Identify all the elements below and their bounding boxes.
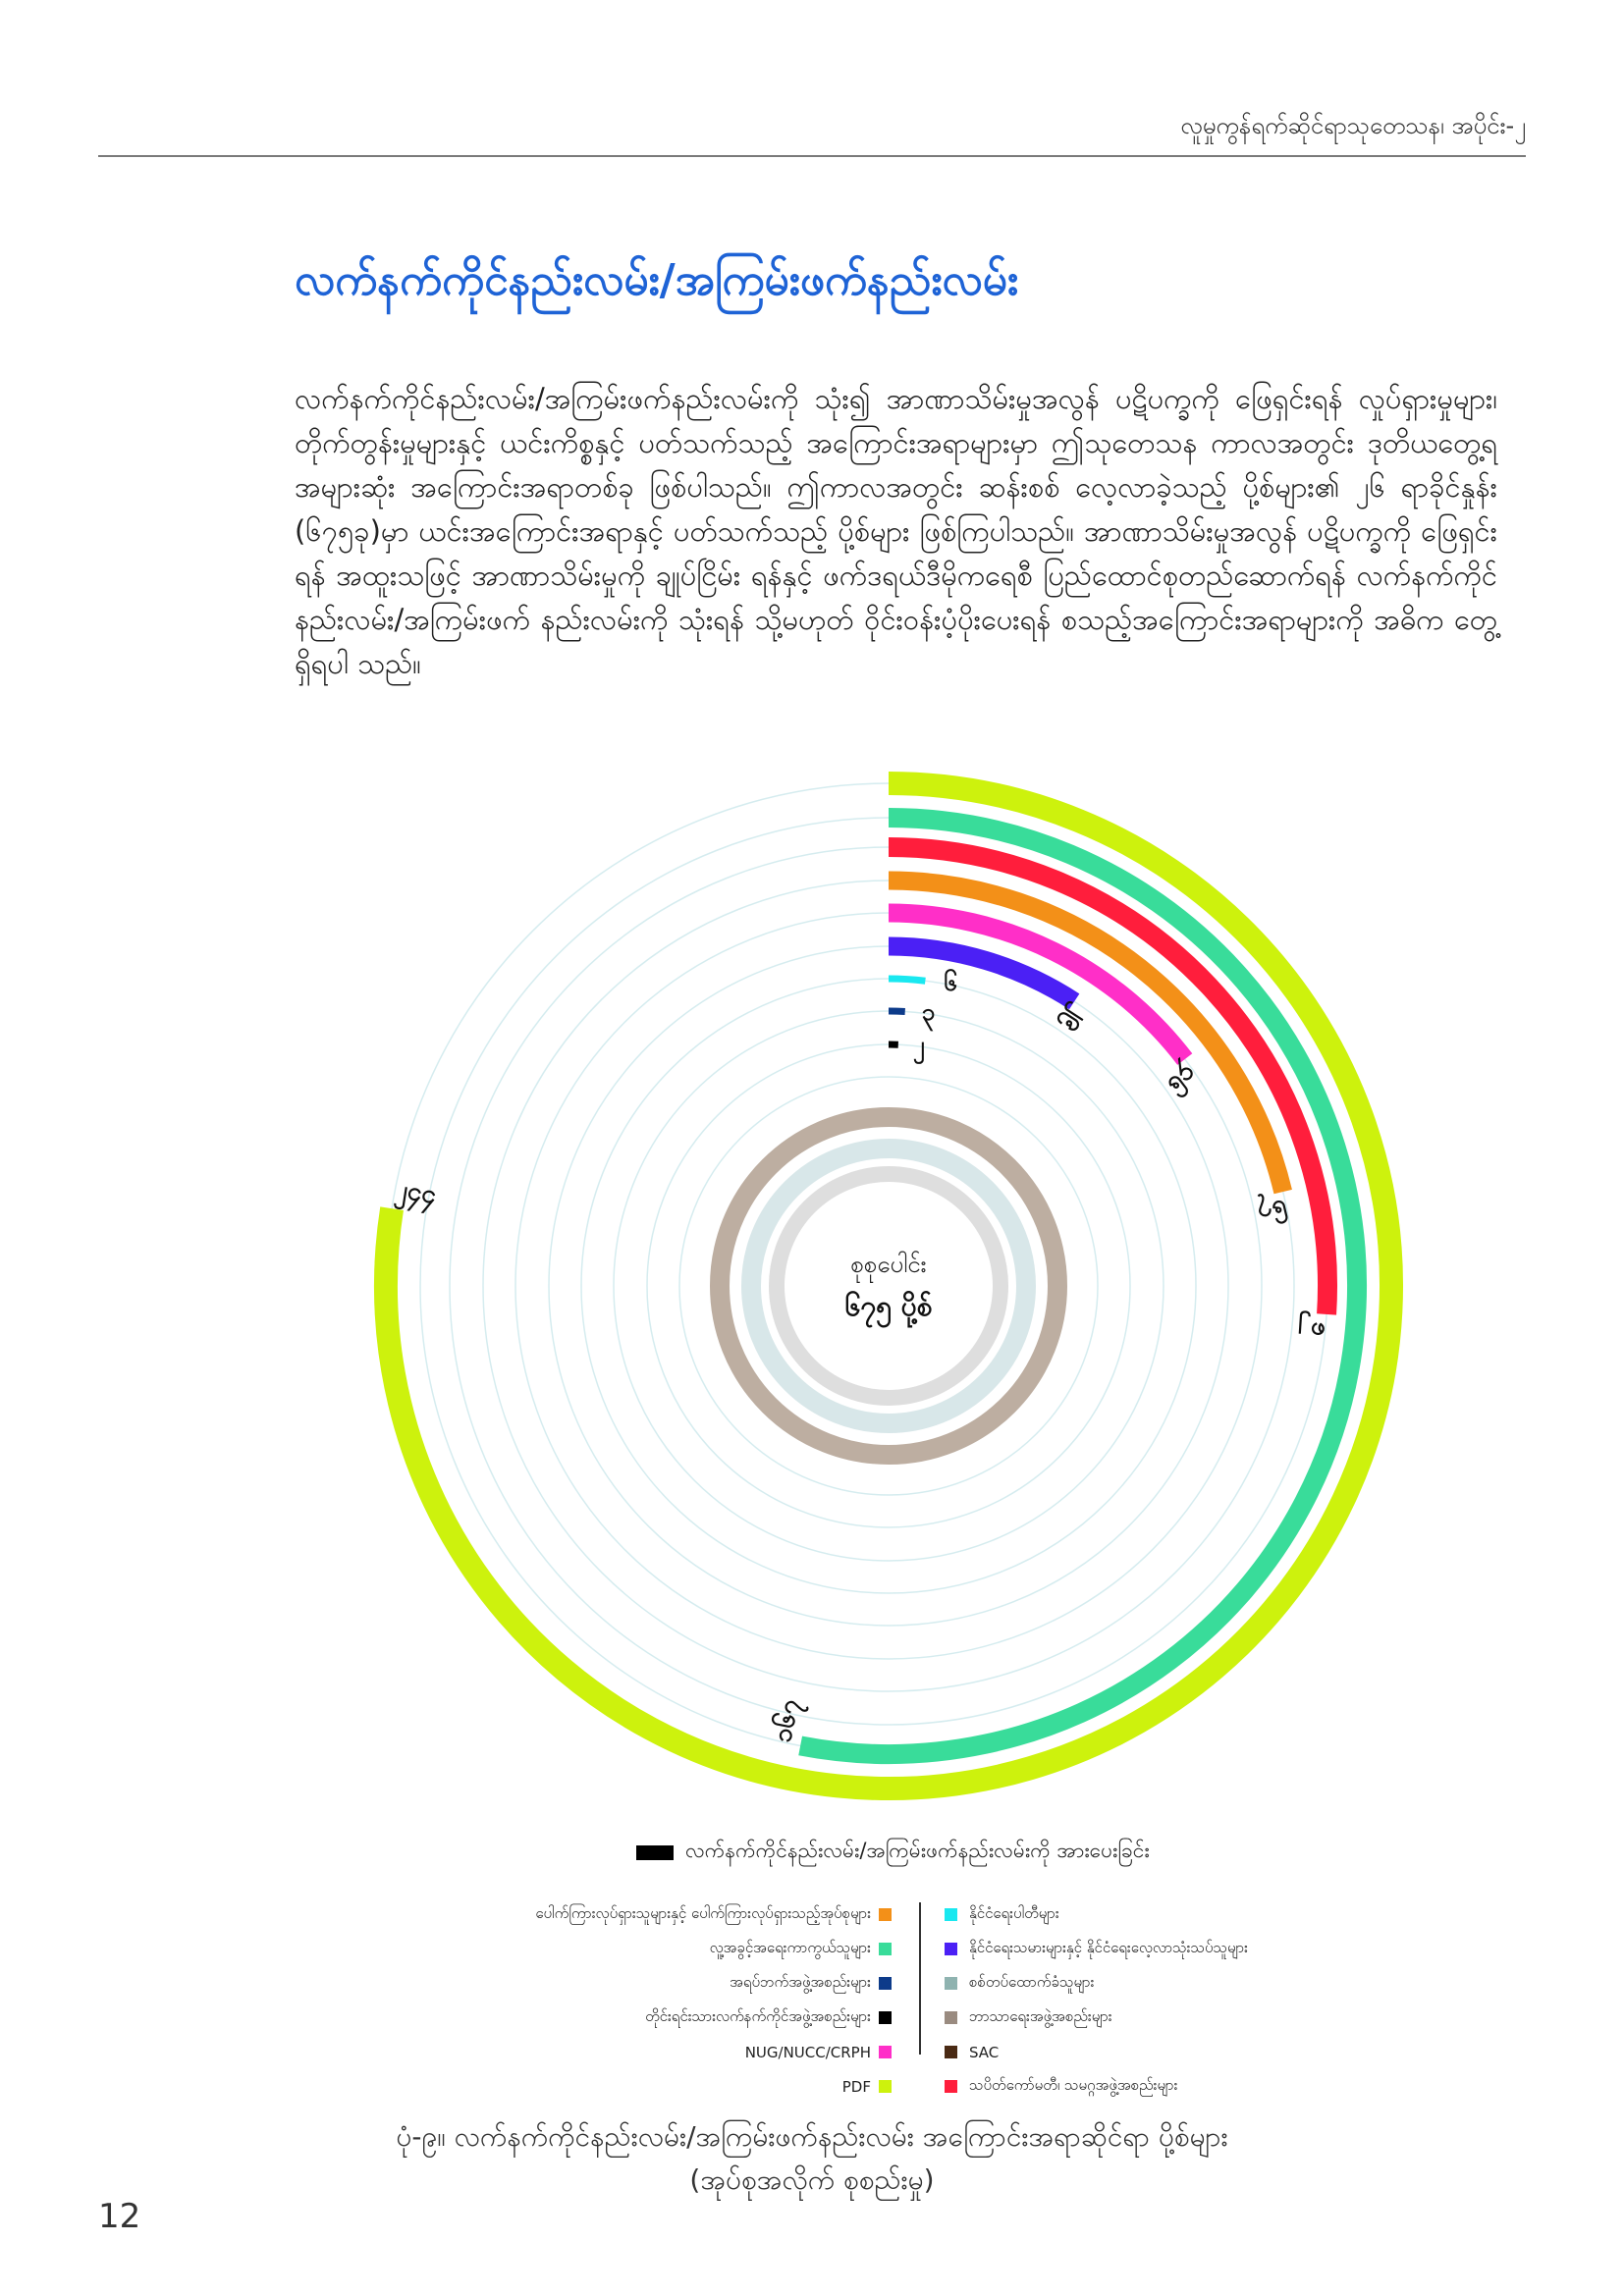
guide-ring [614, 1011, 1164, 1561]
chart-bar-label: ၂၄၄ [393, 1174, 439, 1210]
chart-bar-label: ၁၆၇ [767, 1696, 805, 1745]
legend-swatch [945, 2046, 957, 2058]
legend-item [945, 1897, 1248, 1932]
legend-item [945, 2001, 1248, 2035]
legend-label: သပိတ်ကော်မတီ၊ သမဂ္ဂအဖွဲ့အစည်းများ [969, 2075, 1178, 2094]
chart-bar-label: ၂ [912, 1031, 925, 1059]
legend-label: နိုင်ငံရေးသမားများနှင့် နိုင်ငံရေးလေ့လာသုံးသပ်သူများ [969, 1938, 1248, 1956]
guide-ring [581, 979, 1196, 1593]
guide-ring [549, 946, 1228, 1626]
legend-label: အရပ်ဘက်အဖွဲ့အစည်းများ [730, 1972, 871, 1991]
legend-swatch [879, 2080, 892, 2093]
legend-swatch [945, 1943, 957, 1955]
legend-swatch [945, 1977, 957, 1990]
legend-left-column [535, 1897, 892, 2104]
legend-swatch [879, 1977, 892, 1990]
legend-swatch [945, 1908, 957, 1921]
legend-label: ပေါက်ကြားလုပ်ရှားသူများနှင့် ပေါက်ကြားလုပ်ရှားသည့်အုပ်စုများ [535, 1903, 871, 1922]
center-ring [777, 1174, 1001, 1398]
legend-label: လူ့အခွင့်အရေးကာကွယ်သူများ [709, 1938, 871, 1956]
legend-item [945, 1966, 1248, 2001]
legend-item [535, 1932, 892, 1966]
chart-bar-label: ၆ [944, 969, 957, 997]
chart-bar-label: ၈၂ [1297, 1314, 1326, 1347]
legend-divider [919, 1902, 921, 2055]
chart-bar-label: ၄၆ [1162, 1059, 1203, 1100]
legend-swatch [879, 1908, 892, 1921]
legend-label: စစ်တပ်ထောက်ခံသူများ [969, 1972, 1095, 1991]
page-number: 12 [98, 2197, 141, 2236]
chart-bar-label: ၂၉ [1057, 1000, 1099, 1041]
legend-label: PDF [841, 2077, 871, 2096]
center-rings [720, 1117, 1057, 1455]
legend-label: ဘာသာရေးအဖွဲ့အစည်းများ [969, 2006, 1112, 2025]
legend-right-column [945, 1897, 1248, 2104]
legend-item [945, 1932, 1248, 1966]
section-title: လက်နက်ကိုင်နည်းလမ်း/အကြမ်းဖက်နည်းလမ်း [295, 255, 1019, 305]
legend-label: နိုင်ငံရေးပါတီများ [969, 1903, 1059, 1922]
legend-item [535, 1897, 892, 1932]
chart-legend [0, 1821, 1624, 2106]
chart-center-label: စုစုပေါင်း [850, 1251, 927, 1278]
legend-item [945, 2035, 1248, 2069]
chart-bars [386, 783, 1391, 1789]
legend-swatch [879, 2011, 892, 2024]
chart-bar [889, 1011, 905, 1012]
caption-line-2: (အုပ်စုအလိုက် စုစည်းမှု) [689, 2163, 935, 2196]
legend-item [535, 2069, 892, 2104]
legend-main-swatch [636, 1845, 674, 1860]
legend-label: တိုင်းရင်းသားလက်နက်ကိုင်အဖွဲ့အစည်းများ [645, 2006, 871, 2025]
legend-item [945, 2069, 1248, 2104]
legend-swatch [879, 2046, 892, 2058]
chart-bar [889, 979, 925, 981]
figure-caption [0, 2115, 1624, 2202]
legend-item [535, 1966, 892, 2001]
legend-main-label: လက်နက်ကိုင်နည်းလမ်း/အကြမ်းဖက်နည်းလမ်းကို အားပေးခြင်း [685, 1839, 1150, 1862]
chart-bar-label: ၆၇ [1255, 1193, 1290, 1229]
center-ring [751, 1148, 1026, 1423]
legend-swatch [879, 1943, 892, 1955]
running-header: လူမှုကွန်ရက်ဆိုင်ရာသုတေသန၊ အပိုင်း-၂ [1180, 112, 1526, 139]
section-body: လက်နက်ကိုင်နည်းလမ်း/အကြမ်းဖက်နည်းလမ်းကို သုံး၍ အာဏာသိမ်းမှုအလွန် ပဋိပက္ခကို ဖြေရှင်းရန် လှုပ်ရှားမှုများ၊ တိုက်တွန်းမှုများနှင့် ယင်းကိစ္စနှင့် ပတ်သက်သည့် အကြောင်းအရာများမှာ ဤသုတေသန ကာလအတွင်း ဒုတိယတွေ့ရအများဆုံး အကြောင်းအရာတစ်ခု ဖြစ်ပါသည်။ ဤကာလအတွင်း ဆန်းစစ် လေ့လာခဲ့သည့် ပို့စ်များ၏ ၂၆ ရာခိုင်နှုန်း (၆၇၅ခု)မှာ ယင်းအကြောင်းအရာနှင့် ပတ်သက်သည့် ပို့စ်များ ဖြစ်ကြပါသည်။ အာဏာသိမ်းမှုအလွန် ပဋိပက္ခကို ဖြေရှင်းရန် အထူးသဖြင့် အာဏာသိမ်းမှုကို ချုပ်ငြိမ်း ရန်နှင့် ဖက်ဒရယ်ဒီမိုကရေစီ ပြည်ထောင်စုတည်ဆောက်ရန် လက်နက်ကိုင်နည်းလမ်း/အကြမ်းဖက် နည်းလမ်းကို သုံးရန် သို့မဟုတ် ဝိုင်းဝန်းပံ့ပိုးပေးရန် စသည့်အကြောင်းအရာများကို အဓိက တွေ့ရှိရပါ သည်။ [295, 382, 1497, 680]
chart-center-total: ၆၇၅ ပို့စ် [844, 1290, 933, 1322]
legend-swatch [945, 2080, 957, 2093]
legend-label: NUG/NUCC/CRPH [744, 2043, 871, 2061]
caption-line-1: ပုံ-၉။ လက်နက်ကိုင်နည်းလမ်း/အကြမ်းဖက်နည်းလမ်း အကြောင်းအရာဆိုင်ရာ ပို့စ်များ [396, 2120, 1228, 2153]
legend-item [535, 2001, 892, 2035]
chart-bar-label: ၃ [921, 998, 936, 1026]
legend-label: SAC [969, 2043, 1000, 2061]
chart-bar [386, 783, 1391, 1789]
legend-item [535, 2035, 892, 2069]
legend-main-item [636, 1838, 1150, 1868]
legend-swatch [945, 2011, 957, 2024]
